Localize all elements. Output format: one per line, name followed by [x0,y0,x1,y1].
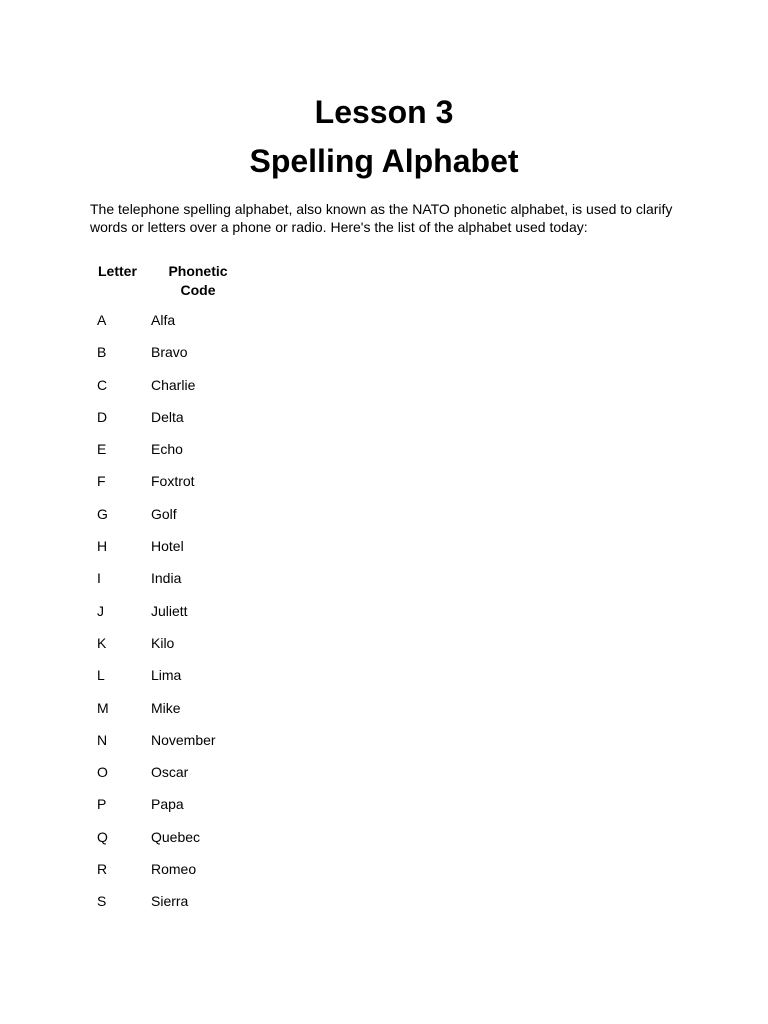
cell-phonetic-code: Papa [151,796,184,813]
table-row [90,634,390,666]
cell-letter: P [97,796,107,813]
cell-letter: E [97,441,107,458]
cell-phonetic-code: Delta [151,408,184,425]
cell-letter: B [97,344,107,361]
cell-phonetic-code: November [151,731,216,748]
cell-letter: M [97,699,109,716]
table-row [90,569,390,601]
cell-letter: I [97,570,101,587]
cell-letter: K [97,634,107,651]
cell-phonetic-code: Lima [151,667,182,684]
cell-phonetic-code: Alfa [151,312,176,328]
cell-phonetic-code: India [151,570,182,587]
cell-letter: O [97,764,108,781]
table-row [90,440,390,472]
table-row [90,505,390,537]
cell-phonetic-code: Quebec [151,828,201,845]
cell-phonetic-code: Juliett [151,602,188,619]
cell-letter: L [97,667,105,684]
cell-letter: R [97,861,108,878]
cell-phonetic-code: Golf [151,505,177,522]
cell-phonetic-code: Mike [151,699,181,716]
table-row [90,602,390,634]
cell-letter: A [97,312,107,328]
page-title: Lesson 3 [314,94,454,130]
column-header-code-line-2: Code [180,282,216,298]
table-row [90,376,390,408]
cell-letter: S [97,893,107,910]
column-header-code-line-1: Phonetic [168,263,228,279]
cell-phonetic-code: Oscar [151,764,189,781]
page-subtitle: Spelling Alphabet [249,143,519,179]
intro-paragraph: The telephone spelling alphabet, also known as the NATO phonetic alphabet, is used to clarify words or letters over a phone or radio. Here's the list of the alphabet used today: [90,201,673,235]
table-row [90,699,390,731]
table-row [90,537,390,569]
table-row [90,828,390,860]
cell-letter: G [97,505,108,522]
table-body [90,311,390,925]
cell-phonetic-code: Sierra [151,893,189,910]
cell-letter: F [97,473,106,490]
table-row [90,795,390,827]
cell-letter: D [97,408,108,425]
cell-phonetic-code: Romeo [151,861,197,878]
table-row [90,860,390,892]
table-row [90,763,390,795]
table-row [90,311,390,343]
column-header-phonetic-code [160,262,236,300]
table-row [90,472,390,504]
cell-phonetic-code: Kilo [151,634,175,651]
cell-letter: N [97,731,108,748]
column-header-letter: Letter [98,263,137,279]
cell-phonetic-code: Echo [151,441,183,458]
cell-letter: Q [97,828,108,845]
cell-phonetic-code: Foxtrot [151,473,195,490]
cell-letter: H [97,538,108,555]
table-row [90,343,390,375]
table-row [90,666,390,698]
cell-letter: J [97,602,104,619]
cell-phonetic-code: Charlie [151,376,196,393]
cell-letter: C [97,376,108,393]
cell-phonetic-code: Bravo [151,344,188,361]
table-row [90,731,390,763]
cell-phonetic-code: Hotel [151,538,184,555]
table-row [90,408,390,440]
table-row [90,892,390,924]
